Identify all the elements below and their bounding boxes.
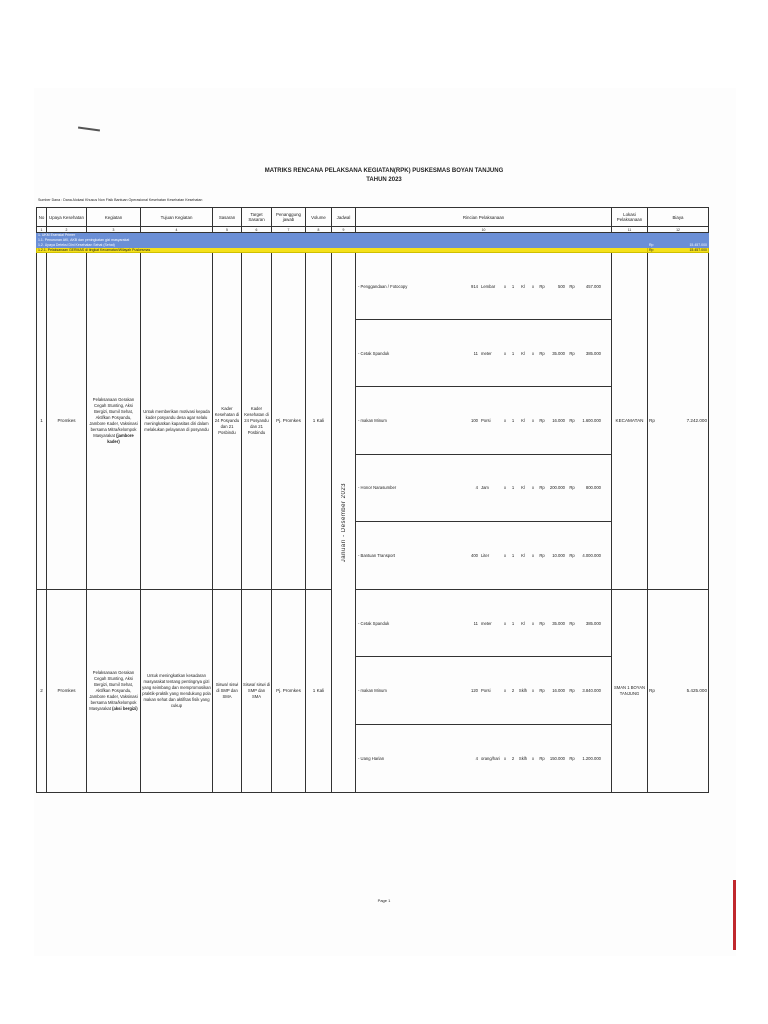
row-biaya	[648, 253, 709, 590]
kegiatan-text: Pelaksanaan Gerakan Cegah Stunting, Aksi Bergizi, Bumil Sehat, Aktifkan Posyandu, Jambore Kader, Vaksinasi bersama Mitra/kelompok Masyarakat	[89, 669, 138, 711]
item-freq: 1	[511, 620, 515, 626]
funding-source: Sumber Dana : Dana Alokasi Khusus Non Fisik Bantuan Operasional Kesehatan Kesehatan Kesehatan	[38, 198, 203, 202]
item-freq-unit: Kl	[521, 417, 525, 423]
col-number: 11	[612, 227, 648, 233]
currency-label: Rp	[569, 485, 575, 491]
item-total: 385.000	[585, 350, 601, 356]
item-name: - Cetak Spanduk	[358, 350, 390, 356]
item-price: 35.000	[552, 350, 565, 356]
item-price: 10.000	[552, 552, 565, 558]
col-kegiatan: Kegiatan	[87, 208, 141, 227]
col-number: 6	[242, 227, 272, 233]
schedule-cell	[332, 253, 356, 793]
currency-label: Rp	[649, 688, 655, 694]
rincian-item	[356, 253, 611, 320]
rincian-list	[356, 590, 611, 792]
item-times: x	[503, 417, 507, 423]
item-price: 16.000	[552, 687, 565, 693]
currency-label: Rp	[569, 620, 575, 626]
item-total: 457.000	[585, 283, 601, 289]
row-pj: Pj. Promkes	[272, 589, 306, 792]
currency-label: Rp	[569, 687, 575, 693]
item-qty: 400	[471, 552, 478, 558]
table-row	[37, 589, 709, 792]
row-target: Siswa/ siswi di SMP dan SMA	[242, 589, 272, 792]
col-jadwal: Jadwal	[332, 208, 356, 227]
program-label: 1. UKM Esensial Primer	[37, 233, 709, 238]
currency-label: Rp	[539, 687, 545, 693]
item-price: 16.000	[552, 417, 565, 423]
row-volume: 1 Kali	[306, 589, 332, 792]
col-number: 7	[272, 227, 306, 233]
item-times: x	[503, 687, 507, 693]
col-number: 5	[213, 227, 242, 233]
item-name: - Honor Narasumber	[358, 485, 397, 491]
row-sasaran: Siswa/ siswi di SMP dan SMA	[213, 589, 242, 792]
item-total: 4.000.000	[582, 552, 601, 558]
subprogram-label: 1.1. Penurunan AKI, AKB dan peningkatan gizi masyarakat	[37, 238, 709, 243]
item-freq: 2	[511, 687, 515, 693]
item-total: 800.000	[585, 485, 601, 491]
currency-label: Rp	[539, 417, 545, 423]
item-total: 1.200.000	[582, 755, 601, 761]
item-times: x	[503, 552, 507, 558]
item-times: x	[531, 485, 535, 491]
row-upaya: Promkes	[47, 589, 87, 792]
col-number: 1	[37, 227, 47, 233]
item-qty: 4	[475, 485, 478, 491]
item-price: 35.000	[552, 620, 565, 626]
col-tujuan: Tujuan Kegiatan	[141, 208, 213, 227]
item-freq: 2	[511, 755, 515, 761]
row-lokasi: KECAMATAN	[612, 253, 648, 590]
currency-label: Rp	[649, 243, 654, 247]
col-target: Target Sasaran	[242, 208, 272, 227]
item-total: 385.000	[585, 620, 601, 626]
item-name: - Uang Harian	[358, 755, 385, 761]
item-times: x	[531, 350, 535, 356]
rincian-item	[356, 387, 611, 454]
rincian-list	[356, 253, 611, 589]
item-times: x	[503, 283, 507, 289]
row-kegiatan	[87, 253, 141, 590]
rincian-item	[356, 455, 611, 522]
col-number: 9	[332, 227, 356, 233]
activity-group-amount: 15.457.000	[689, 243, 707, 247]
rincian-item	[356, 320, 611, 387]
item-price: 200.000	[549, 485, 565, 491]
col-number: 2	[47, 227, 87, 233]
row-lokasi: SMAN 1 BOYAN TANJUNG	[612, 589, 648, 792]
item-name: - Penggandaan / Fotocopy	[358, 283, 408, 289]
col-pj: Penanggung jawab	[272, 208, 306, 227]
item-price: 500	[558, 283, 565, 289]
row-tujuan: Untuk meningkatkan kesadaran masyarakat tentang pentingnya gizi yang seimbang dan mempromosikan praktik-praktik yang mendukung pola makan sehat dan aktifitas fisik yang cukup	[141, 589, 213, 792]
item-qty: 914	[471, 283, 478, 289]
col-number: 10	[356, 227, 612, 233]
row-biaya	[648, 589, 709, 792]
kegiatan-bold: (jambore kader)	[107, 432, 134, 444]
item-times: x	[531, 283, 535, 289]
col-volume: Volume	[306, 208, 332, 227]
item-freq-unit: Kl	[521, 283, 525, 289]
item-total: 3.840.000	[582, 687, 601, 693]
item-unit: meter	[481, 620, 492, 626]
biaya-amount: 5.425.000	[686, 688, 707, 694]
item-unit: meter	[481, 350, 492, 356]
currency-label: Rp	[569, 552, 575, 558]
item-name: - makan Minum	[358, 417, 387, 423]
item-qty: 100	[471, 417, 478, 423]
row-sasaran: Kader Kesehatan di 24 Posyandu dan 21 Posbindu	[213, 253, 242, 590]
item-qty: 4	[475, 755, 478, 761]
col-biaya: Biaya	[648, 208, 709, 227]
currency-label: Rp	[539, 620, 545, 626]
item-qty: 120	[471, 687, 478, 693]
kegiatan-bold: (aksi bergizi)	[112, 705, 138, 711]
kegiatan-text: Pelaksanaan Gerakan Cegah Stunting, Aksi Bergizi, Bumil Sehat, Aktifkan Posyandu, Jambore Kader, Vaksinasi bersama Mitra/kelompok Masyarakat	[89, 396, 138, 438]
page-edge-mark	[733, 880, 736, 950]
item-freq-unit: Kl	[521, 350, 525, 356]
item-freq: 1	[511, 417, 515, 423]
activity-group-label: 1.2. Upaya Deteksi Dini Kesehatan Sehat (Sehat)	[37, 243, 648, 248]
header-row	[37, 208, 709, 227]
currency-label: Rp	[569, 283, 575, 289]
row-upaya: Promkes	[47, 253, 87, 590]
item-qty: 11	[473, 620, 478, 626]
col-number: 12	[648, 227, 709, 233]
row-no: 1	[37, 253, 47, 590]
item-times: x	[503, 350, 507, 356]
item-name: - Cetak Spanduk	[358, 620, 390, 626]
row-target: Kader Kesehatan di 24 Posyandu dan 21 Posbindu	[242, 253, 272, 590]
item-times: x	[531, 755, 535, 761]
col-no: No	[37, 208, 47, 227]
currency-label: Rp	[539, 485, 545, 491]
item-unit: Porsi	[481, 687, 491, 693]
item-times: x	[503, 755, 507, 761]
item-freq: 1	[511, 350, 515, 356]
rincian-item	[356, 725, 611, 792]
item-total: 1.600.000	[582, 417, 601, 423]
item-unit: Jam	[481, 485, 489, 491]
item-name: - makan Minum	[358, 687, 387, 693]
rincian-item	[356, 590, 611, 657]
item-unit: orang/hari	[481, 755, 500, 761]
item-freq: 1	[511, 283, 515, 289]
item-freq-unit: Sklh	[518, 687, 528, 693]
col-upaya: Upaya Kesehatan	[47, 208, 87, 227]
row-pj: Pj. Promkes	[272, 253, 306, 590]
item-times: x	[503, 620, 507, 626]
activity-amount: 15.457.000	[689, 248, 707, 252]
currency-label: Rp	[569, 755, 575, 761]
biaya-amount: 7.242.000	[686, 418, 707, 424]
item-name: - Bantuan Transport	[358, 552, 396, 558]
doc-year: TAHUN 2023	[366, 176, 402, 184]
currency-label: Rp	[649, 248, 654, 252]
item-times: x	[503, 485, 507, 491]
currency-label: Rp	[569, 417, 575, 423]
item-unit: Liter	[481, 552, 490, 558]
row-volume: 1 Kali	[306, 253, 332, 590]
currency-label: Rp	[539, 350, 545, 356]
rincian-cell	[356, 589, 612, 792]
item-freq-unit: Sklh	[518, 755, 528, 761]
col-number: 4	[141, 227, 213, 233]
item-freq: 1	[511, 552, 515, 558]
item-times: x	[531, 417, 535, 423]
item-unit: Lembar	[481, 283, 496, 289]
col-lokasi: Lokasi Pelaksanaan	[612, 208, 648, 227]
col-number: 3	[87, 227, 141, 233]
item-freq-unit: Kl	[521, 620, 525, 626]
item-times: x	[531, 620, 535, 626]
item-price: 150.000	[549, 755, 565, 761]
col-number: 8	[306, 227, 332, 233]
item-freq: 1	[511, 485, 515, 491]
col-rincian: Rincian Pelaksanaan	[356, 208, 612, 227]
table-row	[37, 253, 709, 590]
currency-label: Rp	[569, 350, 575, 356]
currency-label: Rp	[539, 755, 545, 761]
currency-label: Rp	[649, 418, 655, 424]
item-times: x	[531, 552, 535, 558]
item-freq-unit: Kl	[521, 485, 525, 491]
item-freq-unit: Kl	[521, 552, 525, 558]
schedule-text: Januari - Desember 2023	[340, 482, 347, 563]
page-number: Page 1	[377, 898, 391, 903]
doc-title: MATRIKS RENCANA PELAKSANA KEGIATAN(RPK) PUSKESMAS BOYAN TANJUNG	[264, 167, 504, 175]
row-kegiatan	[87, 589, 141, 792]
rincian-item	[356, 522, 611, 589]
rincian-cell	[356, 253, 612, 590]
rpk-matrix-table	[36, 207, 709, 793]
row-tujuan: Untuk memberikan motivasi kepada kader posyandu desa agar selalu meningkatkan kapasitas diri dalam melakukan pelayanan di posyandu	[141, 253, 213, 590]
item-unit: Porsi	[481, 417, 491, 423]
activity-label: 1.2.1. Pelaksanaan GERMAS di tingkat Kecamatan/Wilayah Puskesmas	[37, 248, 648, 253]
currency-label: Rp	[539, 552, 545, 558]
currency-label: Rp	[539, 283, 545, 289]
row-no: 2	[37, 589, 47, 792]
item-qty: 11	[473, 350, 478, 356]
rincian-item	[356, 657, 611, 724]
col-sasaran: Sasaran	[213, 208, 242, 227]
item-times: x	[531, 687, 535, 693]
